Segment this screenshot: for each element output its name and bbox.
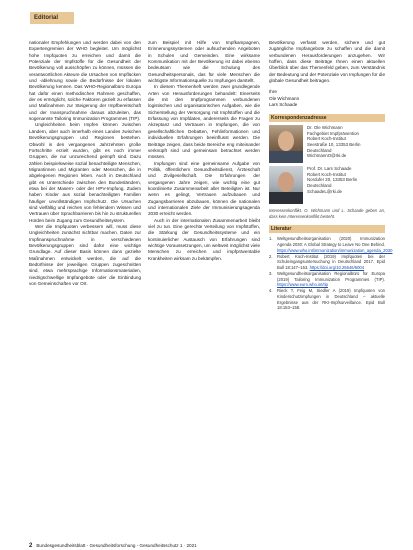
author-info <box>307 125 360 163</box>
author-line: Nordufer 20, 13353 Berlin <box>307 177 358 183</box>
author-photo <box>269 125 303 163</box>
signoff-name: Lars Schaade <box>269 102 298 108</box>
paragraph: Auch in der internationalen Zusammenarbeit bleibt viel zu tun. Eine gerechte Verteilung von Impfstoffen, die Stärkung der Gesundheitssysteme und ein kontinuierlicher Austausch von Erfahrungen sind wichtige Voraussetzungen, um weltweit möglichst viele Menschen zu erreichen und impfpräventable Krankheiten wirksam zu bekämpfen. <box>148 217 260 261</box>
page-number: 2 <box>29 543 33 549</box>
literature-link[interactable]: https://doi.org/10.25646/6004 <box>309 265 365 271</box>
signoff <box>269 89 385 109</box>
author-line: Seestraße 10, 13353 Berlin <box>307 142 361 148</box>
paragraph: nationaler Empfehlungen und werden dabei von den Expertengremien der WHO begleitet. Um möglichst hohe Impfquoten zu erreichen und damit die Potenziale der Impfstoffe für die Gesundheit der Bevölkerung voll ausschöpfen zu können, müssen die verantwortlichen Akteure die Ursachen von Impflücken und -ablehnung sowie die Bedürfnisse der lokalen Bevölkerung kennen. Das WHO-Regionalbüro Europa hat dafür einen methodischen Rahmen geschaffen, der es ermöglicht, solche Faktoren gezielt zu erfassen und Maßnahmen zur Steigerung der Impfbereitschaft und der Inanspruchnahme daraus abzuleiten, das sogenannte Tailoring Immunization Programmes (TIP). <box>29 40 141 122</box>
literature-number: 4. <box>269 288 273 294</box>
author-email[interactable]: SchaadeL@rki.de <box>307 188 342 194</box>
literature-text: Weltgesundheitsorganisation (2020) Immunization Agenda 2030: A Global Strategy to Leave No One Behind. <box>277 236 385 248</box>
paragraph: zum Beispiel mit Hilfe von Impfkampagnen, Erinnerungssystemen oder aufsuchenden Angeboten in Schulen und Gemeinden. Eine wirksame Kommunikation mit der Bevölkerung ist dabei ebenso bedeutsam wie die Schulung des Gesundheitspersonals, das für viele Menschen die wichtigste Informationsquelle zu Impfungen darstellt. <box>148 40 260 84</box>
literature-link[interactable]: https://www.euro.who.int/tip <box>277 282 328 288</box>
paragraph: Ungleichheiten beim Impfen können zwischen Ländern, aber auch innerhalb eines Landes zwischen Bevölkerungsgruppen und Regionen bestehen. Obwohl in den vergangenen Jahrzehnten große Fortschritte erzielt wurden, gibt es noch immer Gruppen, die nur unzureichend geimpft sind. Dazu zählen beispielsweise sozial benachteiligte Menschen, Migrantinnen und Migranten oder Menschen, die in abgelegenen Regionen leben. Auch in Deutschland gibt es Unterschiede zwischen den Bundesländern, etwa bei der Masern- oder der HPV-Impfung. Zudem haben Kinder aus sozial benachteiligten Familien häufiger unvollständigen Impfschutz. Die Ursachen sind vielfältig und reichen von fehlendem Wissen und Vertrauen über Sprachbarrieren bis hin zu strukturellen Hürden beim Zugang zum Gesundheitssystem. <box>29 122 141 223</box>
literature-link[interactable]: https://www.who.int/immunization/immunization_agenda_2030 <box>277 247 393 253</box>
literature-item <box>269 236 393 253</box>
conflict-of-interest-note: Interessenkonflikt. O. Wichmann und L. Schaade geben an, dass kein Interessenkonflikt besteht. <box>269 208 385 219</box>
correspondence-heading: Korrespondenzadresse <box>269 114 385 122</box>
literature-number: 1. <box>269 236 273 242</box>
literature-number: 3. <box>269 270 273 276</box>
page-footer <box>29 543 385 549</box>
literature-text: Rieck T, Feig M, Siedler A (2019) Impfquoten von Kinderschutzimpfungen in Deutschland – aktuelle Ergebnisse aus der RKI-Impfsurveillance. Epid Bull 18:153–158. <box>277 288 385 311</box>
journal-citation: Bundesgesundheitsblatt - Gesundheitsforschung - Gesundheitsschutz 1 · 2021 <box>36 543 197 548</box>
author-line: Robert Koch-Institut <box>307 171 346 177</box>
paragraph: In diesem Themenheft werden zwei grundlegende Arten von Herausforderungen behandelt: Einerseits die mit den Impfprogrammen verbundenen logistischen und organisatorischen Aufgaben, wie die Sicherstellung der Versorgung mit Impfstoffen und die Erfassung von Impfdaten, andererseits die Fragen zu Akzeptanz und Vertrauen in Impfungen, die von gesellschaftlichen Debatten, Fehlinformationen und individuellen Erfahrungen beeinflusst werden. Die Beiträge zeigen, dass beide Bereiche eng miteinander verknüpft sind und gemeinsam betrachtet werden müssen. <box>148 84 260 160</box>
author-line: Deutschland <box>307 147 332 153</box>
author-title: Dr. Ole Wichmann <box>307 125 343 131</box>
author-line: Robert Koch-Institut <box>307 136 346 142</box>
author-email[interactable]: WichmannO@rki.de <box>307 153 347 159</box>
author-line: Deutschland <box>307 183 332 189</box>
literature-text: Weltgesundheitsorganisation Regionalbüro für Europa (2019) Tailoring Immunization Programmes (TIP). <box>277 270 385 282</box>
author-line: Fachgebiet Impfprävention <box>307 130 359 136</box>
section-label: Editorial <box>30 12 74 24</box>
literature-item <box>269 271 385 288</box>
paragraph: Wer die Impfquoten verbessern will, muss diese Ungleichheiten zunächst sichtbar machen. Daten zur Impfinanspruchnahme in verschiedenen Bevölkerungsgruppen sind dafür eine wichtige Grundlage. Auf dieser Basis können dann gezielte Maßnahmen entwickelt werden, die auf die Bedürfnisse der jeweiligen Gruppen zugeschnitten sind, etwa mehrsprachige Informationsmaterialien, niedrigschwellige Impfangebote oder die Einbindung von Gemeinschaften vor Ort. <box>29 223 141 287</box>
literature-list <box>269 236 393 311</box>
author-card <box>269 125 385 163</box>
text-column-1 <box>29 40 141 287</box>
literature-number: 2. <box>269 253 273 259</box>
literature-item <box>269 254 385 271</box>
literature-item <box>269 288 385 311</box>
literature-heading: Literatur <box>269 225 385 233</box>
author-card <box>269 166 385 204</box>
signoff-greeting: Ihre <box>269 89 277 95</box>
author-title: Prof. Dr. Lars Schaade <box>307 166 352 172</box>
literature-text: Robert Koch-Institut (2019) Impfquoten bei der Schuleingangsuntersuchung in Deutschland 2017. Epid Bull 18:147–153. <box>277 253 385 271</box>
author-info <box>307 166 357 204</box>
paragraph: Impfungen sind eine gemeinsame Aufgabe von Politik, öffentlichem Gesundheitsdienst, Ärzteschaft und Zivilgesellschaft. Die Erfahrungen der vergangenen Jahre zeigen, wie wichtig eine gut koordinierte Zusammenarbeit aller Beteiligten ist. Nur wenn es gelingt, Vertrauen aufzubauen und Zugangsbarrieren abzubauen, können die nationalen und internationalen Ziele der Immunisierungsagenda 2030 erreicht werden. <box>148 160 260 217</box>
author-photo <box>269 166 303 204</box>
text-column-3 <box>269 40 393 311</box>
text-column-2 <box>148 40 260 262</box>
signoff-name: Ole Wichmann <box>269 95 300 101</box>
paragraph: Bevölkerung verfasst werden, sichere und gut zugängliche Impfangebote zu schaffen und die damit verbundenen Herausforderungen anzugehen. Wir hoffen, dass diese Beiträge Ihnen einen aktuellen Überblick über das Themenfeld geben, zum Verständnis der Bedeutung und der Potenziale von Impfungen für die globale Gesundheit beitragen. <box>269 40 385 84</box>
